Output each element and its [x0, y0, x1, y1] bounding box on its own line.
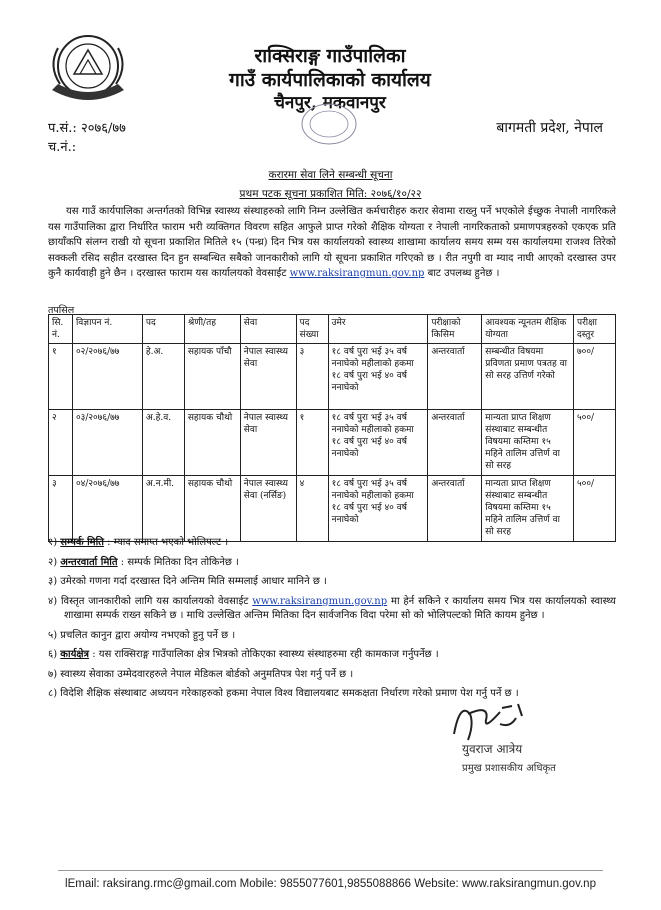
table-header-row [49, 315, 616, 344]
note-text: : सम्पर्क मितिका दिन तोकिनेछ । [120, 556, 239, 568]
nepal-emblem-icon [38, 28, 138, 110]
schedule-label: तपसिल [48, 305, 75, 316]
note-label: सम्पर्क मिति [60, 537, 104, 548]
col-header-exam-type: परीक्षाको किसिम [428, 315, 482, 344]
signatory-name: युवराज आत्रेय [462, 742, 523, 756]
table-cell: अन्तरवार्ता [428, 410, 482, 476]
notice-subject: करारमा सेवा लिने सम्बन्धी सूचना [268, 169, 393, 181]
col-header-service: सेवा [240, 315, 296, 344]
table-cell: ०३/२०७६/७७ [72, 410, 142, 476]
col-header-count: पद संख्या [296, 315, 328, 344]
footer-divider [58, 870, 603, 871]
table-cell: १ [49, 344, 73, 410]
note-number: ७) [48, 668, 58, 680]
list-item [48, 575, 616, 590]
list-item [48, 629, 616, 644]
table-cell: ३ [296, 344, 328, 410]
note-number: २) [48, 556, 58, 568]
list-item [48, 668, 616, 683]
table-cell: नेपाल स्वास्थ्य सेवा [240, 410, 296, 476]
table-cell: अन्तरवार्ता [428, 344, 482, 410]
col-header-fee: परीक्षा दस्तुर [574, 315, 616, 344]
list-item [48, 595, 616, 624]
list-item [48, 536, 616, 551]
table-cell: सहायक पाँचौ [184, 344, 240, 410]
table-cell: सहायक चौथो [184, 476, 240, 542]
list-item [48, 648, 616, 663]
note-text: : म्याद समाप्त भएको भोलिपल्ट । [107, 537, 229, 548]
note-text: उमेरको गणना गर्दा दरखास्त दिने अन्तिम मिति सम्मलाई आधार मानिने छ । [60, 576, 327, 587]
notice-body-text-end: बाट उपलब्ध हुनेछ । [427, 268, 500, 279]
note-text: मा हेर्न सकिने र कार्यालय समय भित्र यस कार्यालयको स्वास्थ्य शाखामा सम्पर्क राख्न सकिने छ । माथि उल्लेखित अन्तिम मितिका दिन सार्वजनिक विदा परेमा सो को भोलिपल्टको मिति कायम हुनेछ । [64, 595, 616, 621]
table-row [49, 344, 616, 410]
note-number: ५) [48, 629, 58, 641]
website-link[interactable]: www.raksirangmun.gov.np [252, 595, 388, 607]
notice-body-text: यस गाउँ कार्यपालिका अन्तर्गतको विभिन्न स्वास्थ्य संस्थाहरुको लागि निम्न उल्लेखित कर्मचारीहरु करार सेवामा राख्नु पर्ने भएकोले ईच्छुक नेपाली नागरिकले यस गाउँपालिका द्वारा निर्धारित फाराम भरी व्यक्तिगत विवरण सहित आफुले प्राप्त गरेको शैक्षिक योग्यता र नेपाली नागरिकताको प्रमाणपत्रहरुको एकएक प्रति छायाँकपि संलग्न राखी यो सूचना प्रकाशित मितिले १५ (पन्ध्र) दिन भित्र यस कार्यालयको स्वास्थ्य शाखामा कार्यालय समय सम्म यस कार्यालयमा राजश्व तिरेको सक्कली रसिद सहीत दरखास्त दिन हुन सम्बन्धित सबैको जानकारीको लागि यो सूचना प्रकाशित गरिएको छ । रीत नपुगी वा म्याद नाघी आएको दरखास्त उपर कुनै कार्यवाही हुने छैन । दरखास्त फाराम यस कार्यालयको वेवसाईट [48, 206, 616, 279]
col-header-age: उमेर [328, 315, 428, 344]
note-number: ८) [48, 688, 58, 699]
publication-date: प्रथम पटक सूचना प्रकाशित मिति: २०७६/१०/२२ [239, 188, 422, 200]
col-header-level: श्रेणी/तह [184, 315, 240, 344]
note-label: अन्तरवार्ता मिति [60, 556, 118, 568]
table-cell: ०२/२०७६/७७ [72, 344, 142, 410]
notice-body [48, 204, 616, 282]
note-number: १) [48, 537, 58, 548]
table-cell: १ [296, 410, 328, 476]
footer-contact: lEmail: raksirang.rmc@gmail.com Mobile: 9855077601,9855088866 Website: www.raksirangmun.gov.np [65, 878, 596, 890]
reference-number: प.सं.: २०७६/७७ [48, 121, 126, 136]
note-label: कार्यक्षेत्र [60, 649, 90, 660]
table-row [49, 410, 616, 476]
notes-list [48, 536, 616, 707]
table-row [49, 476, 616, 542]
province-label: बागमती प्रदेश, नेपाल [496, 120, 603, 136]
list-item [48, 556, 616, 571]
note-text: विदेशि शैक्षिक संस्थाबाट अध्ययन गरेकाहरुको हकमा नेपाल विश्व विद्यालयबाट समकक्षता निर्धारण गरेको प्रमाण पेश गर्नु पर्ने छ । [60, 688, 519, 699]
table-cell: ४ [296, 476, 328, 542]
col-header-sn: सि. नं. [49, 315, 73, 344]
note-number: ६) [48, 649, 58, 660]
signatory-title: प्रमुख प्रशासकीय अधिकृत [462, 763, 556, 774]
table-cell: १८ वर्ष पुरा भई ३५ वर्ष ननाघेको महीलाको हकमा १८ वर्ष पुरा भई ४० वर्ष ननाघेको [328, 476, 428, 542]
table-cell: अ.न.मी. [142, 476, 184, 542]
note-number: ४) [48, 595, 58, 607]
note-text: स्वास्थ्य सेवाका उम्मेदवारहरुले नेपाल मेडिकल बोर्डको अनुमतिपत्र पेश गर्नु पर्ने छ । [60, 668, 354, 680]
note-text: : यस राक्सिराङ्ग गाउँपालिका क्षेत्र भित्रको तोकिएका स्वास्थ्य संस्थाहरुमा रही कामकाज गर्नुपर्नेछ । [92, 649, 439, 660]
office-address: चैनपुर, मकवानपुर [274, 93, 386, 113]
table-cell: हे.अ. [142, 344, 184, 410]
table-cell: मान्यता प्राप्त शिक्षण संस्थाबाट सम्बन्धीत विषयमा कम्तिमा १५ महिने तालिम उत्तिर्ण वा सो सरह [482, 476, 574, 542]
vacancy-table [48, 314, 616, 542]
table-cell: अन्तरवार्ता [428, 476, 482, 542]
table-cell: २ [49, 410, 73, 476]
table-cell: ०४/२०७६/७७ [72, 476, 142, 542]
table-cell: ५००/ [574, 410, 616, 476]
website-link[interactable]: www.raksirangmun.gov.np [289, 268, 425, 279]
table-cell: सम्बन्धीत विषयमा प्रविणता प्रमाण पत्रतह वा सो सरह उत्तिर्ण गरेको [482, 344, 574, 410]
col-header-qualification: आवश्यक न्यूनतम शैक्षिक योग्यता [482, 315, 574, 344]
table-cell: सहायक चौथो [184, 410, 240, 476]
table-cell: ५००/ [574, 476, 616, 542]
table-cell: ७००/ [574, 344, 616, 410]
table-cell: नेपाल स्वास्थ्य सेवा (नर्सिङ) [240, 476, 296, 542]
table-cell: मान्यता प्राप्त शिक्षण संस्थाबाट सम्बन्धीत विषयमा कम्तिमा १५ महिने तालिम उत्तिर्ण वा सो सरह [482, 410, 574, 476]
office-stamp-icon [300, 102, 358, 146]
note-text-before: विस्तृत जानकारीको लागि यस कार्यालयको वेवसाईट [60, 595, 249, 607]
col-header-ad-no: विज्ञापन नं. [72, 315, 142, 344]
col-header-post: पद [142, 315, 184, 344]
dispatch-number: च.नं.: [48, 140, 77, 155]
note-text: प्रचलित कानुन द्वारा अयोग्य नभएको हुनु पर्ने छ । [60, 629, 236, 641]
table-cell: १८ वर्ष पुरा भई ३५ वर्ष ननाघेको महीलाको हकमा १८ वर्ष पुरा भई ४० वर्ष ननाघेको [328, 344, 428, 410]
note-number: ३) [48, 576, 58, 587]
table-cell: १८ वर्ष पुरा भई ३५ वर्ष ननाघेको महीलाको हकमा १८ वर्ष पुरा भई ४० वर्ष ननाघेको [328, 410, 428, 476]
office-name: राक्सिराङ्ग गाउँपालिका [254, 45, 406, 67]
table-cell: नेपाल स्वास्थ्य सेवा [240, 344, 296, 410]
table-cell: अ.हे.व. [142, 410, 184, 476]
table-cell: ३ [49, 476, 73, 542]
office-subtitle: गाउँ कार्यपालिकाको कार्यालय [229, 69, 431, 91]
